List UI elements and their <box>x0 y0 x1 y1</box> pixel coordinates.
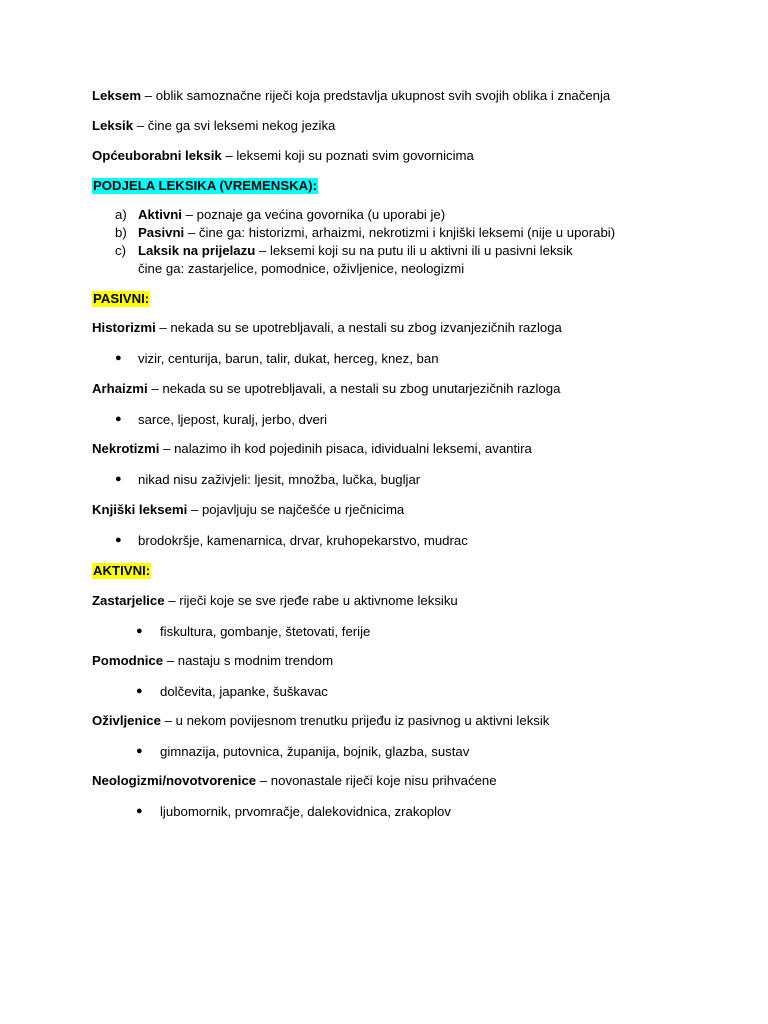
list-item-term: Pasivni <box>138 225 185 240</box>
entry-term: Zastarjelice <box>92 593 165 608</box>
entry-term: Pomodnice <box>92 653 164 668</box>
list-item-continuation: čine ga: zastarjelice, pomodnice, oživljenice, neologizmi <box>138 261 465 276</box>
entry-term: Nekrotizmi <box>92 441 160 456</box>
entry-text: – pojavljuju se najčešće u rječnicima <box>187 502 405 517</box>
list-item-term: Aktivni <box>138 207 182 222</box>
entry-examples: gimnazija, putovnica, županija, bojnik, glazba, sustav <box>160 744 470 759</box>
entry-text: – u nekom povijesnom trenutku prijeđu iz pasivnog u aktivni leksik <box>160 713 550 728</box>
entry-term: Arhaizmi <box>92 381 148 396</box>
entry-examples: sarce, ljepost, kuralj, jerbo, dveri <box>138 412 328 427</box>
definition-term: Leksik <box>92 118 134 133</box>
entry-term: Historizmi <box>92 320 156 335</box>
entry-text: – nalazimo ih kod pojedinih pisaca, idividualni leksemi, avantira <box>159 441 532 456</box>
definition-leksik <box>92 118 335 134</box>
entry-examples: nikad nisu zaživjeli: ljesit, množba, lučka, bugljar <box>138 472 421 487</box>
entry-nekrotizmi <box>92 441 532 457</box>
entry-examples: brodokršje, kamenarnica, drvar, kruhopekarstvo, mudrac <box>138 533 468 548</box>
entry-text: – novonastale riječi koje nisu prihvaćene <box>256 773 497 788</box>
aktivni-heading <box>92 563 151 579</box>
definition-text: – oblik samoznačne riječi koja predstavlja ukupnost svih svojih oblika i značenja <box>141 88 611 103</box>
entry-historizmi <box>92 320 562 336</box>
entry-zastarjelice <box>92 593 458 609</box>
definition-leksem <box>92 88 610 104</box>
list-item-text: – poznaje ga većina govornika (u uporabi je) <box>181 207 446 222</box>
entry-text: – nastaju s modnim trendom <box>163 653 334 668</box>
entry-arhaizmi <box>92 381 560 397</box>
definition-text: – čine ga svi leksemi nekog jezika <box>133 118 336 133</box>
bullet-icon: ● <box>136 685 143 697</box>
podjela-heading-text: PODJELA LEKSIKA (VREMENSKA): <box>93 178 317 193</box>
entry-term: Oživljenice <box>92 713 161 728</box>
list-item-text: – leksemi koji su na putu ili u aktivni ili u pasivni leksik <box>255 243 573 258</box>
entry-examples: vizir, centurija, barun, talir, dukat, herceg, knez, ban <box>138 351 439 366</box>
bullet-icon: ● <box>115 413 122 425</box>
bullet-icon: ● <box>115 534 122 546</box>
definition-text: – leksemi koji su poznati svim govornicima <box>221 148 474 163</box>
bullet-icon: ● <box>136 805 143 817</box>
list-item-term: Laksik na prijelazu <box>138 243 256 258</box>
podjela-heading <box>92 178 318 194</box>
definition-term: Općeuborabni leksik <box>92 148 222 163</box>
pasivni-heading-text: PASIVNI: <box>93 291 150 306</box>
list-marker-b: b) <box>115 225 127 240</box>
entry-term: Knjiški leksemi <box>92 502 188 517</box>
bullet-icon: ● <box>136 625 143 637</box>
list-marker-c: c) <box>115 243 126 258</box>
pasivni-heading <box>92 291 150 307</box>
entry-examples: fiskultura, gombanje, štetovati, ferije <box>160 624 371 639</box>
entry-text: – nekada su se upotrebljavali, a nestali su zbog unutarjezičnih razloga <box>147 381 561 396</box>
list-marker-a: a) <box>115 207 127 222</box>
aktivni-heading-text: AKTIVNI: <box>93 563 151 578</box>
list-item-text: – čine ga: historizmi, arhaizmi, nekrotizmi i knjiški leksemi (nije u uporabi) <box>184 225 616 240</box>
entry-ozivljenice <box>92 713 549 729</box>
list-item-prijelaz <box>138 243 573 259</box>
entry-pomodnice <box>92 653 333 669</box>
entry-term: Neologizmi/novotvorenice <box>92 773 257 788</box>
definition-opceuborabni <box>92 148 474 164</box>
bullet-icon: ● <box>115 473 122 485</box>
entry-text: – nekada su se upotrebljavali, a nestali su zbog izvanjezičnih razloga <box>155 320 562 335</box>
bullet-icon: ● <box>115 352 122 364</box>
entry-knjiski-leksemi <box>92 502 404 518</box>
list-item-pasivni <box>138 225 615 241</box>
definition-term: Leksem <box>92 88 142 103</box>
entry-neologizmi <box>92 773 497 789</box>
list-item-aktivni <box>138 207 445 223</box>
entry-examples: ljubomornik, prvomračje, dalekovidnica, zrakoplov <box>160 804 451 819</box>
entry-text: – riječi koje se sve rjeđe rabe u aktivnome leksiku <box>164 593 458 608</box>
bullet-icon: ● <box>136 745 143 757</box>
entry-examples: dolčevita, japanke, šuškavac <box>160 684 328 699</box>
